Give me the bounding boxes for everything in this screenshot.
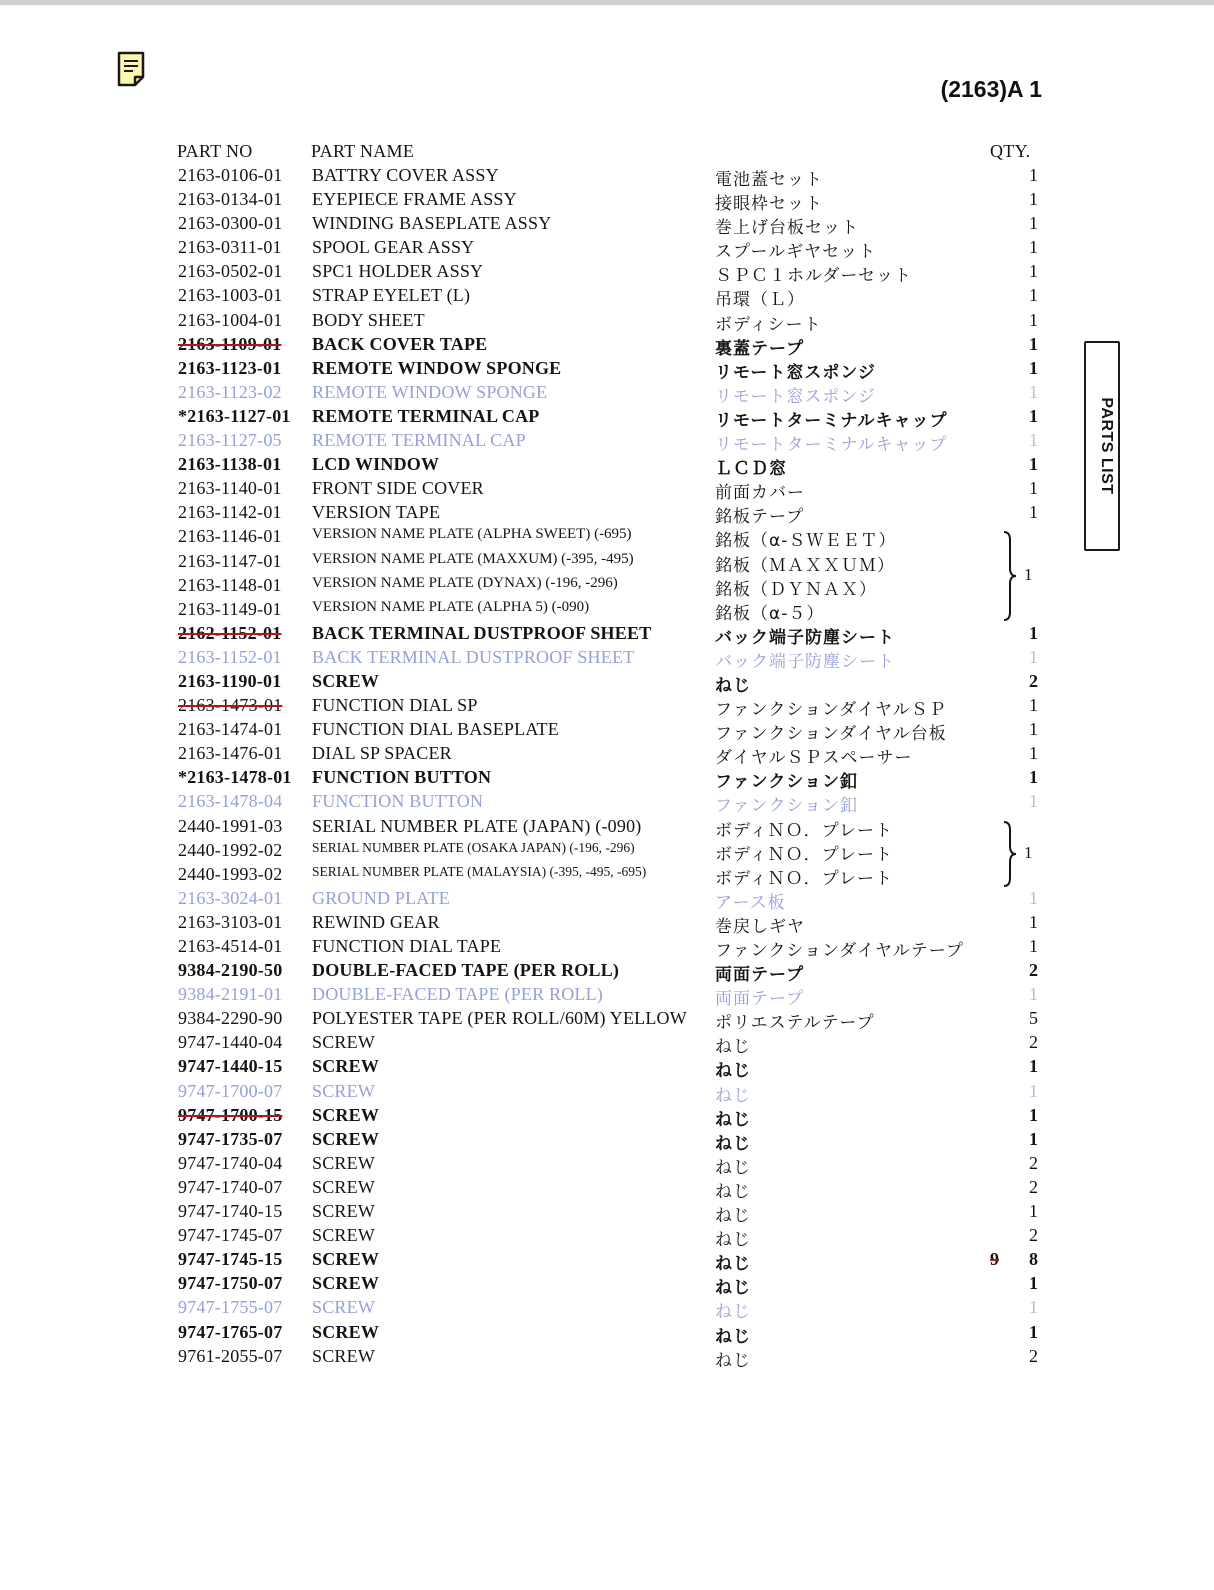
part-name: FUNCTION BUTTON bbox=[312, 791, 484, 812]
part-name-jp: 銘板（α-ＳＷＥＥＴ） bbox=[715, 531, 897, 552]
part-number: 2163-1127-05 bbox=[178, 430, 282, 451]
part-qty: 1 bbox=[1029, 911, 1038, 932]
part-name-jp: リモート窓スポンジ bbox=[715, 362, 876, 383]
part-qty: 2 bbox=[1029, 1225, 1038, 1246]
table-row bbox=[0, 934, 1214, 961]
part-qty: 2 bbox=[1029, 670, 1038, 691]
part-name: REMOTE WINDOW SPONGE bbox=[312, 381, 548, 402]
table-row bbox=[0, 910, 1214, 937]
table-row bbox=[0, 283, 1214, 311]
part-number: 2163-1123-01 bbox=[178, 357, 282, 378]
part-name: REMOTE TERMINAL CAP bbox=[312, 405, 540, 426]
scan-top-edge bbox=[0, 0, 1214, 5]
part-name: REMOTE TERMINAL CAP bbox=[312, 430, 526, 451]
part-number: 2163-1152-01 bbox=[178, 646, 282, 667]
part-qty: 1 bbox=[1029, 1273, 1038, 1294]
table-row bbox=[0, 211, 1214, 239]
part-name: SCREW bbox=[312, 1176, 376, 1197]
table-row bbox=[0, 356, 1214, 383]
part-qty: 1 bbox=[1029, 646, 1038, 667]
part-name-jp: ねじ bbox=[715, 1302, 751, 1323]
part-name: BODY SHEET bbox=[312, 309, 425, 330]
group-brace-version-plates bbox=[1002, 530, 1018, 622]
part-qty: 1 bbox=[1029, 502, 1038, 523]
part-number: 2163-1003-01 bbox=[178, 285, 283, 306]
part-name: SCREW bbox=[312, 1249, 380, 1270]
part-name-jp: 両面テープ bbox=[715, 965, 805, 986]
part-name: FUNCTION DIAL BASEPLATE bbox=[312, 719, 559, 740]
part-number: 2163-1476-01 bbox=[178, 743, 283, 764]
part-name: VERSION NAME PLATE (MAXXUM) (-395, -495) bbox=[312, 550, 634, 567]
table-row bbox=[0, 1271, 1214, 1299]
part-qty: 2 bbox=[1029, 1345, 1038, 1366]
part-qty: 1 bbox=[1029, 1128, 1038, 1149]
table-row bbox=[0, 814, 1214, 841]
part-qty: 1 bbox=[1029, 333, 1038, 354]
part-number: 9747-1740-04 bbox=[178, 1152, 283, 1173]
table-row bbox=[0, 1030, 1214, 1058]
part-number: 9761-2055-07 bbox=[178, 1345, 283, 1366]
note-icon[interactable] bbox=[117, 51, 147, 87]
table-row bbox=[0, 1223, 1214, 1251]
part-name: REMOTE WINDOW SPONGE bbox=[312, 357, 562, 378]
table-row bbox=[0, 235, 1214, 263]
part-qty: 1 bbox=[1029, 261, 1038, 282]
part-number: 2162-1152-01 bbox=[178, 622, 282, 643]
part-qty: 1 bbox=[1029, 1297, 1038, 1318]
table-row bbox=[0, 404, 1214, 431]
part-number: 2163-1138-01 bbox=[178, 454, 282, 475]
part-name: POLYESTER TAPE (PER ROLL/60M) YELLOW bbox=[312, 1008, 687, 1029]
part-name-jp: ボディＮＯ．プレート bbox=[715, 820, 893, 841]
table-row bbox=[0, 476, 1214, 504]
part-qty: 1 bbox=[1029, 743, 1038, 764]
part-number: 2163-1140-01 bbox=[178, 478, 282, 499]
part-number: 9747-1700-07 bbox=[178, 1080, 283, 1101]
part-number: 2163-4514-01 bbox=[178, 936, 283, 956]
part-qty: 2 bbox=[1029, 1152, 1038, 1173]
part-qty: 1 bbox=[1029, 1201, 1038, 1222]
part-number: *2163-1127-01 bbox=[178, 405, 291, 426]
part-name-jp: リモートターミナルキャップ bbox=[715, 435, 948, 456]
table-row bbox=[0, 1079, 1214, 1106]
part-qty: 1 bbox=[1029, 936, 1038, 956]
part-name: DOUBLE-FACED TAPE (PER ROLL) bbox=[312, 984, 603, 1005]
part-qty: 1 bbox=[1029, 357, 1038, 378]
part-name-jp: 巻戻しギヤ bbox=[715, 916, 805, 937]
part-qty: 1 bbox=[1029, 213, 1038, 234]
part-name-jp: ＬＣＤ窓 bbox=[715, 459, 787, 480]
part-name: FUNCTION BUTTON bbox=[312, 767, 492, 788]
part-name: WINDING BASEPLATE ASSY bbox=[312, 213, 552, 234]
part-name: BACK COVER TAPE bbox=[312, 333, 488, 354]
table-row bbox=[0, 452, 1214, 480]
part-name-jp: ねじ bbox=[715, 675, 751, 696]
part-number: 2163-1123-02 bbox=[178, 381, 282, 402]
part-number: 2163-0300-01 bbox=[178, 213, 283, 234]
part-name-jp: ファンクション釦 bbox=[715, 772, 858, 793]
part-number: 9747-1745-07 bbox=[178, 1225, 283, 1246]
table-row bbox=[0, 693, 1214, 721]
table-row bbox=[0, 1103, 1214, 1130]
part-number: 2163-1149-01 bbox=[178, 598, 282, 619]
part-name: SCREW bbox=[312, 1321, 380, 1342]
table-row bbox=[0, 886, 1214, 913]
part-name: VERSION NAME PLATE (ALPHA 5) (-090) bbox=[312, 598, 590, 615]
part-name-jp: ねじ bbox=[715, 1109, 751, 1130]
table-row bbox=[0, 765, 1214, 793]
part-number: 2163-1190-01 bbox=[178, 670, 282, 691]
part-qty: 1 bbox=[1029, 695, 1038, 716]
part-name-jp: 銘板（α-５） bbox=[715, 603, 825, 624]
part-qty: 1 bbox=[1029, 1104, 1038, 1125]
part-name-jp: 裏蓋テープ bbox=[715, 338, 805, 359]
part-name: SCREW bbox=[312, 1345, 376, 1366]
part-name: VERSION TAPE bbox=[312, 502, 441, 523]
part-name: BACK TERMINAL DUSTPROOF SHEET bbox=[312, 622, 652, 643]
table-row bbox=[0, 1151, 1214, 1178]
table-row bbox=[0, 332, 1214, 359]
table-row bbox=[0, 1344, 1214, 1371]
part-name-jp: ねじ bbox=[715, 1061, 751, 1082]
part-number: 9747-1750-07 bbox=[178, 1273, 283, 1294]
part-qty: 1 bbox=[1029, 1056, 1038, 1077]
table-row bbox=[0, 1127, 1214, 1154]
page-identifier: (2163)A 1 bbox=[940, 76, 1042, 102]
part-number: 9384-2290-90 bbox=[178, 1008, 283, 1029]
part-name-jp: リモートターミナルキャップ bbox=[715, 410, 948, 431]
part-qty: 1 bbox=[1029, 454, 1038, 475]
part-name: DOUBLE-FACED TAPE (PER ROLL) bbox=[312, 960, 620, 981]
part-number: 9747-1440-15 bbox=[178, 1056, 283, 1077]
part-name: SCREW bbox=[312, 670, 380, 691]
part-name: SPC1 HOLDER ASSY bbox=[312, 261, 484, 282]
part-number: 2440-1992-02 bbox=[178, 839, 283, 860]
parts-list-tab-label: PARTS LIST bbox=[1098, 397, 1115, 495]
part-qty: 1 bbox=[1029, 165, 1038, 185]
part-name-jp: 両面テープ bbox=[715, 989, 805, 1010]
table-row bbox=[0, 500, 1214, 528]
part-number: 2163-1473-01 bbox=[178, 695, 283, 716]
part-number: 2163-1146-01 bbox=[178, 526, 282, 547]
part-name-jp: ボディシート bbox=[715, 314, 822, 335]
part-qty: 1 bbox=[1029, 381, 1038, 402]
table-row bbox=[0, 958, 1214, 986]
part-name: SCREW bbox=[312, 1152, 376, 1173]
table-row bbox=[0, 259, 1214, 287]
part-name: FUNCTION DIAL SP bbox=[312, 695, 478, 716]
table-row bbox=[0, 1054, 1214, 1082]
part-name-jp: バック端子防塵シート bbox=[715, 651, 895, 672]
part-name-jp: アース板 bbox=[715, 892, 786, 913]
part-name: SCREW bbox=[312, 1273, 380, 1294]
part-number: 2440-1993-02 bbox=[178, 863, 283, 884]
table-row bbox=[0, 1247, 1214, 1275]
part-number: 2163-1474-01 bbox=[178, 719, 283, 740]
part-name: SERIAL NUMBER PLATE (JAPAN) (-090) bbox=[312, 815, 642, 836]
part-number: 2163-0106-01 bbox=[178, 165, 283, 185]
part-qty-old: 9 bbox=[990, 1249, 999, 1270]
part-name-jp: リモート窓スポンジ bbox=[715, 386, 876, 407]
part-qty: 1 bbox=[1029, 237, 1038, 258]
part-number: 2163-3103-01 bbox=[178, 911, 283, 932]
part-number: 9747-1740-15 bbox=[178, 1201, 283, 1222]
part-qty: 8 bbox=[1029, 1249, 1038, 1270]
part-qty: 2 bbox=[1029, 960, 1038, 981]
part-number: 2163-1142-01 bbox=[178, 502, 282, 523]
part-number: 2440-1991-03 bbox=[178, 815, 283, 836]
part-name-jp: 銘板（ＭＡＸＸＵＭ） bbox=[715, 555, 895, 576]
part-name: SCREW bbox=[312, 1032, 376, 1053]
table-row bbox=[0, 1175, 1214, 1202]
part-qty: 1 bbox=[1029, 430, 1038, 451]
part-name-jp: 前面カバー bbox=[715, 483, 805, 504]
table-row bbox=[0, 645, 1214, 672]
header-part-no: PART NO bbox=[177, 141, 253, 161]
part-name-jp: ＳＰＣ１ホルダーセット bbox=[715, 266, 912, 287]
table-row bbox=[0, 717, 1214, 745]
table-row bbox=[0, 308, 1214, 335]
part-name: SCREW bbox=[312, 1128, 380, 1149]
table-row bbox=[0, 187, 1214, 215]
part-number: 2163-0134-01 bbox=[178, 189, 283, 210]
part-name-jp: ダイヤルＳＰスペーサー bbox=[715, 748, 913, 769]
table-row bbox=[0, 597, 1214, 624]
part-qty: 1 bbox=[1029, 1080, 1038, 1101]
part-number: 2163-1148-01 bbox=[178, 574, 282, 595]
part-number: 2163-0502-01 bbox=[178, 261, 283, 282]
group-qty-serial-plates: 1 bbox=[1024, 843, 1033, 862]
part-name: SCREW bbox=[312, 1297, 376, 1318]
table-row bbox=[0, 982, 1214, 1010]
part-number: 2163-1147-01 bbox=[178, 550, 282, 571]
part-name: GROUND PLATE bbox=[312, 887, 450, 908]
part-name-jp: ねじ bbox=[715, 1085, 751, 1106]
part-number: 2163-0311-01 bbox=[178, 237, 282, 258]
part-name: FUNCTION DIAL TAPE bbox=[312, 936, 502, 956]
part-number: 9747-1755-07 bbox=[178, 1297, 283, 1318]
part-name: EYEPIECE FRAME ASSY bbox=[312, 189, 517, 210]
part-name-jp: ねじ bbox=[715, 1206, 751, 1227]
table-row bbox=[0, 741, 1214, 769]
part-number: 2163-1478-04 bbox=[178, 791, 283, 812]
part-name: STRAP EYELET (L) bbox=[312, 285, 471, 306]
table-row bbox=[0, 669, 1214, 696]
part-name-jp: バック端子防塵シート bbox=[715, 627, 895, 648]
part-number: 2163-1109-01 bbox=[178, 333, 282, 354]
part-name: SERIAL NUMBER PLATE (OSAKA JAPAN) (-196, -296) bbox=[312, 839, 635, 855]
part-qty: 1 bbox=[1029, 405, 1038, 426]
part-number: 9747-1740-07 bbox=[178, 1176, 283, 1197]
part-qty: 1 bbox=[1029, 285, 1038, 306]
table-row bbox=[0, 524, 1214, 552]
part-name-jp: ボディＮＯ．プレート bbox=[715, 868, 893, 889]
group-brace-serial-plates bbox=[1002, 820, 1018, 888]
part-name-jp: ねじ bbox=[715, 1326, 751, 1347]
part-number: 9384-2190-50 bbox=[178, 960, 283, 981]
part-name: FRONT SIDE COVER bbox=[312, 478, 484, 499]
part-qty: 5 bbox=[1029, 1008, 1038, 1029]
part-name-jp: ファンクションダイヤル台板 bbox=[715, 724, 947, 745]
part-name: SCREW bbox=[312, 1201, 376, 1222]
part-number: 9384-2191-01 bbox=[178, 984, 283, 1005]
part-name-jp: ボディＮＯ．プレート bbox=[715, 844, 893, 865]
table-row bbox=[0, 1295, 1214, 1323]
part-qty: 1 bbox=[1029, 767, 1038, 788]
table-row bbox=[0, 1006, 1214, 1034]
part-number: 2163-1004-01 bbox=[178, 309, 283, 330]
part-qty: 1 bbox=[1029, 887, 1038, 908]
part-qty: 1 bbox=[1029, 1321, 1038, 1342]
part-number: 9747-1765-07 bbox=[178, 1321, 283, 1342]
part-name: SERIAL NUMBER PLATE (MALAYSIA) (-395, -495, -695) bbox=[312, 863, 647, 879]
part-name: SCREW bbox=[312, 1225, 376, 1246]
part-number: 9747-1700-15 bbox=[178, 1104, 283, 1125]
part-name-jp: ねじ bbox=[715, 1254, 751, 1275]
table-row bbox=[0, 1320, 1214, 1347]
part-name-jp: 銘板テープ bbox=[715, 507, 805, 528]
part-name: LCD WINDOW bbox=[312, 454, 440, 475]
part-name-jp: 電池蓋セット bbox=[715, 170, 823, 190]
table-row bbox=[0, 621, 1214, 648]
table-row bbox=[0, 1199, 1214, 1227]
part-qty: 1 bbox=[1029, 791, 1038, 812]
part-name-jp: スプールギヤセット bbox=[715, 242, 877, 263]
parts-table bbox=[0, 163, 1214, 1371]
part-name-jp: 銘板（ＤＹＮＡＸ） bbox=[715, 579, 877, 600]
part-name: BACK TERMINAL DUSTPROOF SHEET bbox=[312, 646, 635, 667]
part-qty: 1 bbox=[1029, 309, 1038, 330]
part-name: REWIND GEAR bbox=[312, 911, 440, 932]
part-number: 9747-1745-15 bbox=[178, 1249, 283, 1270]
table-row bbox=[0, 163, 1214, 190]
part-number: 2163-3024-01 bbox=[178, 887, 283, 908]
part-qty: 1 bbox=[1029, 984, 1038, 1005]
part-number: *2163-1478-01 bbox=[178, 767, 292, 788]
part-qty: 1 bbox=[1029, 478, 1038, 499]
part-name-jp: ねじ bbox=[715, 1181, 751, 1202]
part-name: SCREW bbox=[312, 1056, 380, 1077]
part-name-jp: ねじ bbox=[715, 1133, 751, 1154]
part-name-jp: ポリエステルテープ bbox=[715, 1013, 875, 1034]
part-name-jp: ねじ bbox=[715, 1230, 751, 1251]
part-qty: 2 bbox=[1029, 1032, 1038, 1053]
part-name-jp: ねじ bbox=[715, 1037, 751, 1058]
part-name-jp: ねじ bbox=[715, 1350, 751, 1371]
table-row bbox=[0, 789, 1214, 817]
part-name-jp: 巻上げ台板セット bbox=[715, 218, 859, 239]
part-name-jp: ファンクションダイヤルＳＰ bbox=[715, 700, 947, 721]
part-name: SCREW bbox=[312, 1080, 376, 1101]
table-row bbox=[0, 380, 1214, 407]
part-qty: 1 bbox=[1029, 719, 1038, 740]
part-qty: 1 bbox=[1029, 622, 1038, 643]
part-number: 9747-1735-07 bbox=[178, 1128, 283, 1149]
part-qty: 1 bbox=[1029, 189, 1038, 210]
part-name: DIAL SP SPACER bbox=[312, 743, 452, 764]
group-qty-version-plates: 1 bbox=[1024, 565, 1033, 584]
part-qty: 2 bbox=[1029, 1176, 1038, 1197]
part-name-jp: ねじ bbox=[715, 1278, 751, 1299]
part-name: SCREW bbox=[312, 1104, 380, 1125]
part-name: SPOOL GEAR ASSY bbox=[312, 237, 475, 258]
part-name-jp: ファンクションダイヤルテープ bbox=[715, 941, 964, 961]
part-name-jp: ねじ bbox=[715, 1157, 751, 1178]
header-qty: QTY. bbox=[990, 141, 1031, 161]
part-name-jp: ファンクション釦 bbox=[715, 796, 858, 817]
part-name: VERSION NAME PLATE (DYNAX) (-196, -296) bbox=[312, 574, 618, 591]
part-name: VERSION NAME PLATE (ALPHA SWEET) (-695) bbox=[312, 526, 632, 543]
header-part-name: PART NAME bbox=[311, 141, 415, 161]
part-name: BATTRY COVER ASSY bbox=[312, 165, 499, 185]
part-name-jp: 吊環（Ｌ） bbox=[715, 290, 805, 311]
table-row bbox=[0, 862, 1214, 889]
part-name-jp: 接眼枠セット bbox=[715, 194, 823, 215]
part-number: 9747-1440-04 bbox=[178, 1032, 283, 1053]
table-row bbox=[0, 428, 1214, 456]
